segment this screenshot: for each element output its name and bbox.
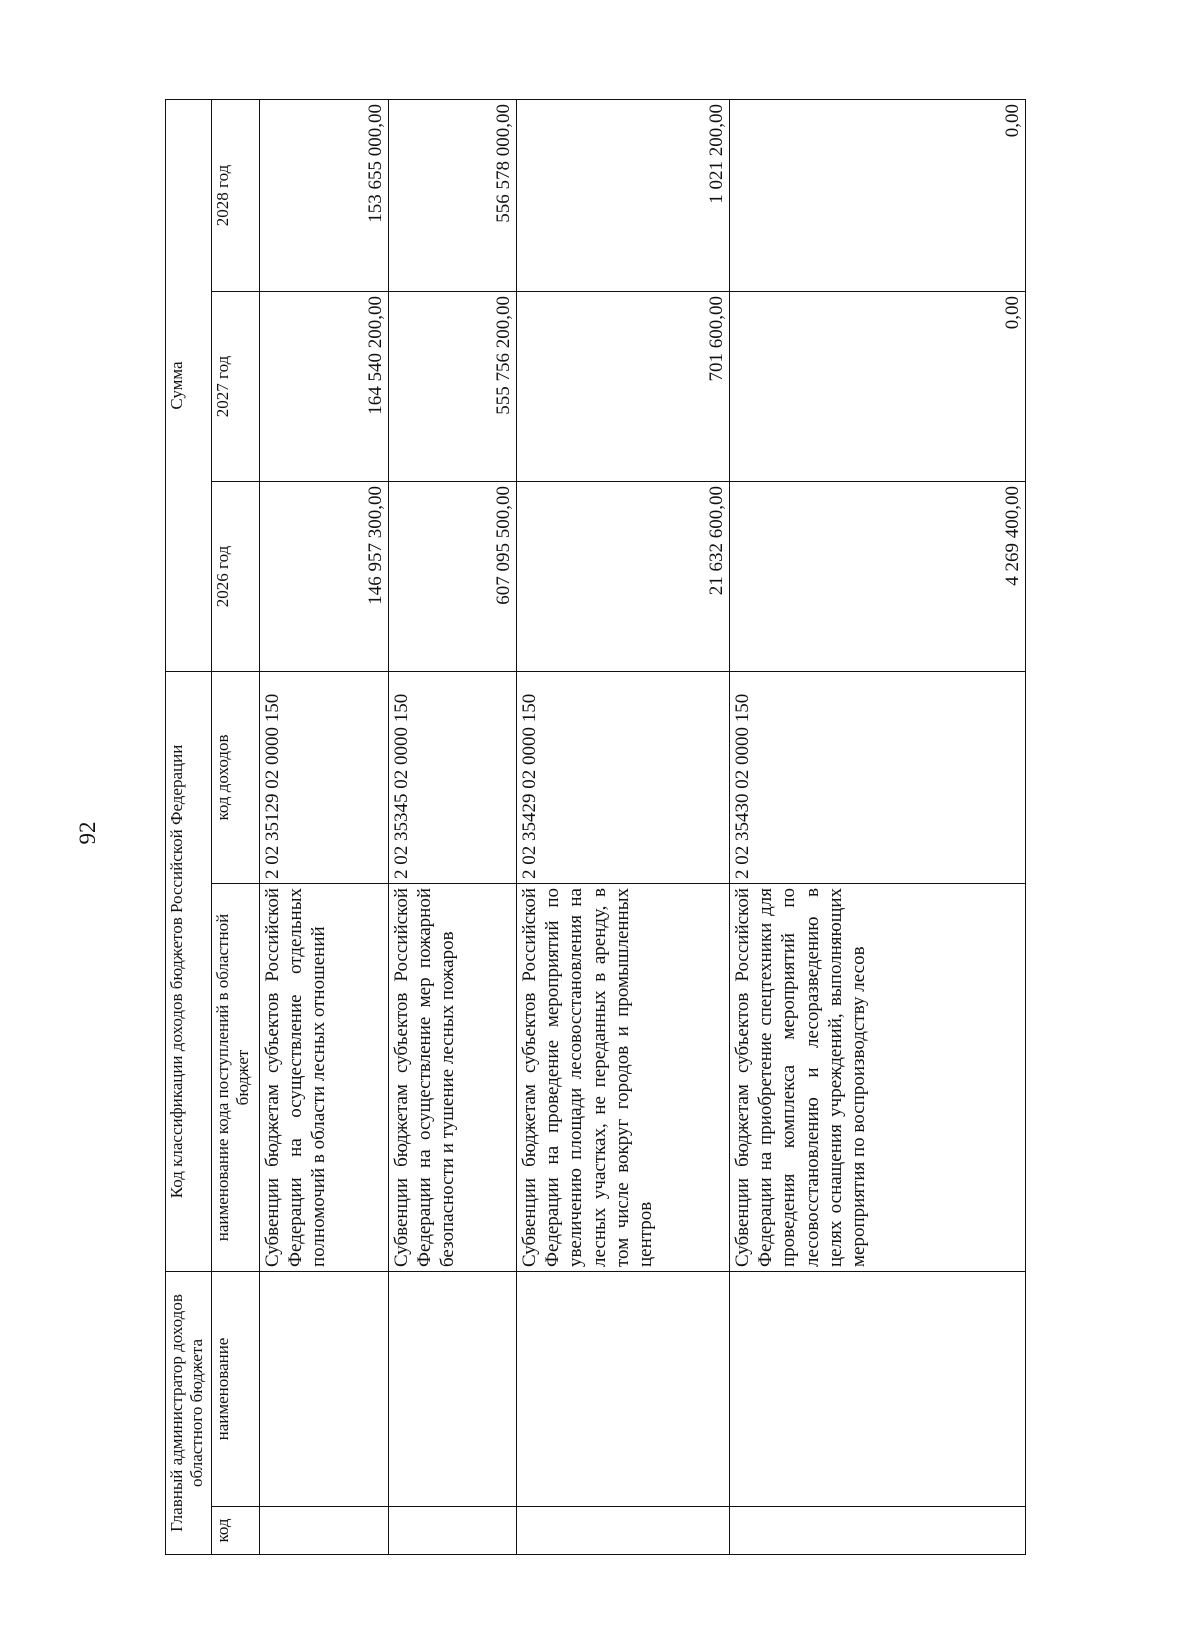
- amount-2026-cell: 4 269 400,00: [730, 481, 1026, 671]
- admin-name-header: наименование: [212, 1272, 260, 1507]
- admin-name-cell: [389, 1272, 517, 1507]
- amount-2027-cell: 164 540 200,00: [260, 291, 389, 481]
- admin-name-cell: [517, 1272, 730, 1507]
- table-row: [389, 99, 517, 1554]
- table-row: [517, 99, 730, 1554]
- page-number: 92: [75, 821, 100, 845]
- income-code-cell: 2 02 35430 02 0000 150: [730, 671, 1026, 883]
- admin-name-cell: [260, 1272, 389, 1507]
- amount-2027-cell: 555 756 200,00: [389, 291, 517, 481]
- admin-name-cell: [730, 1272, 1026, 1507]
- description-cell: Субвенции бюджетам субъектов Российской Федерации на осуществление мер пожарной безопасности и тушение лесных пожаров: [389, 884, 517, 1272]
- description-cell: Субвенции бюджетам субъектов Российской Федерации на осуществление отдельных полномочий в области лесных отношений: [260, 884, 389, 1272]
- admin-group-header: Главный администратор доходов областного бюджета: [166, 1272, 212, 1555]
- year-2028-header: 2028 год: [212, 99, 260, 291]
- amount-2028-cell: 1 021 200,00: [517, 99, 730, 291]
- amount-2026-cell: 146 957 300,00: [260, 481, 389, 671]
- admin-code-cell: [730, 1507, 1026, 1555]
- amount-2026-cell: 21 632 600,00: [517, 481, 730, 671]
- year-2027-header: 2027 год: [212, 291, 260, 481]
- sum-group-header: Сумма: [166, 99, 212, 671]
- income-code-cell: 2 02 35129 02 0000 150: [260, 671, 389, 883]
- income-code-cell: 2 02 35429 02 0000 150: [517, 671, 730, 883]
- description-cell: Субвенции бюджетам субъектов Российской Федерации на приобретение спецтехники для проведения комплекса мероприятий по лесовосстановлению и лесоразведению в целях оснащения учреждений, выполняющих мероприятия по воспроизводству лесов: [730, 884, 1026, 1272]
- amount-2028-cell: 556 578 000,00: [389, 99, 517, 291]
- amount-2026-cell: 607 095 500,00: [389, 481, 517, 671]
- amount-2027-cell: 0,00: [730, 291, 1026, 481]
- description-cell: Субвенции бюджетам субъектов Российской Федерации на проведение мероприятий по увеличению площади лесовосстановления на лесных участках, не переданных в аренду, в том числе вокруг городов и промышленных центров: [517, 884, 730, 1272]
- admin-code-header: код: [212, 1507, 260, 1555]
- amount-2028-cell: 0,00: [730, 99, 1026, 291]
- income-name-header: наименование кода поступлений в областной бюджет: [212, 884, 260, 1272]
- income-code-cell: 2 02 35345 02 0000 150: [389, 671, 517, 883]
- amount-2028-cell: 153 655 000,00: [260, 99, 389, 291]
- income-table: [165, 99, 1026, 1555]
- income-code-header: код доходов: [212, 671, 260, 883]
- admin-code-cell: [517, 1507, 730, 1555]
- admin-code-cell: [389, 1507, 517, 1555]
- admin-code-cell: [260, 1507, 389, 1555]
- rotated-table-container: [165, 100, 1025, 1555]
- year-2026-header: 2026 год: [212, 481, 260, 671]
- classification-group-header: Код классификации доходов бюджетов Российской Федерации: [166, 671, 212, 1271]
- table-row: [260, 99, 389, 1554]
- table-row: [730, 99, 1026, 1554]
- amount-2027-cell: 701 600,00: [517, 291, 730, 481]
